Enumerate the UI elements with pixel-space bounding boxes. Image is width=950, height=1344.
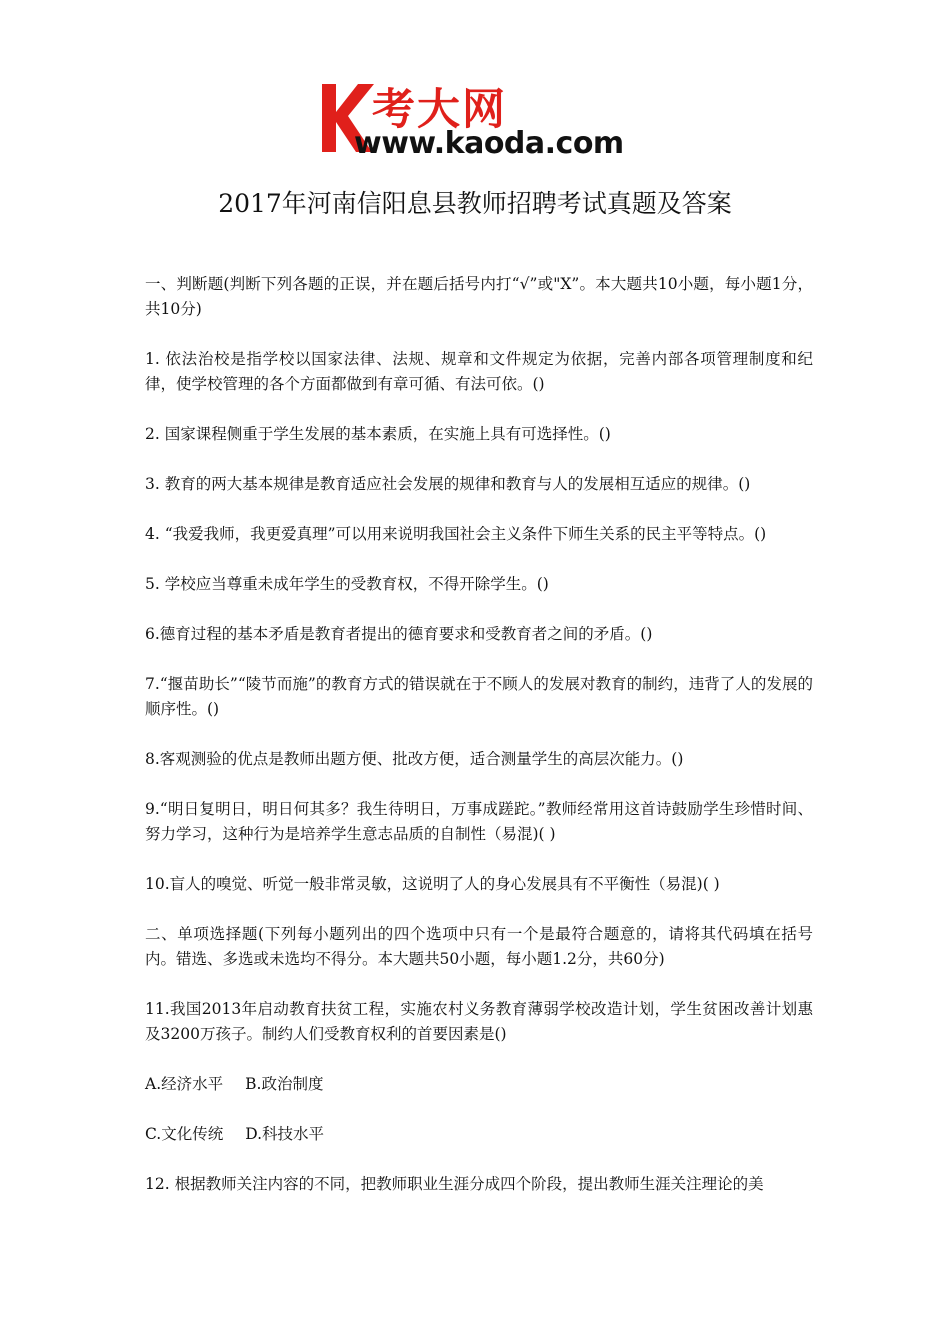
- option-c: C.文化传统: [145, 1125, 224, 1143]
- logo-url-text: www.kaoda.com: [354, 126, 624, 161]
- kaoda-logo: [318, 82, 638, 160]
- section-heading-true-false: 一、判断题(判断下列各题的正误，并在题后括号内打“√”或"X”。本大题共10小题，每小题1分，共10分): [145, 275, 813, 318]
- question-4: 4. “我爱我师，我更爱真理”可以用来说明我国社会主义条件下师生关系的民主平等特点。(): [145, 525, 767, 543]
- logo-brand-text: 考大网: [372, 85, 507, 135]
- document-title: 2017年河南信阳息县教师招聘考试真题及答案: [218, 189, 732, 218]
- question-5: 5. 学校应当尊重未成年学生的受教育权，不得开除学生。(): [145, 575, 549, 593]
- question-2: 2. 国家课程侧重于学生发展的基本素质，在实施上具有可选择性。(): [145, 425, 611, 443]
- question-12: 12. 根据教师关注内容的不同，把教师职业生涯分成四个阶段，提出教师生涯关注理论的美: [145, 1175, 764, 1193]
- question-10: 10.盲人的嗅觉、听觉一般非常灵敏，这说明了人的身心发展具有不平衡性（易混)( ): [145, 875, 720, 893]
- document-body: [145, 272, 813, 1222]
- question-7: 7.“揠苗助长”“陵节而施”的教育方式的错误就在于不顾人的发展对教育的制约，违背了人的发展的顺序性。(): [145, 675, 813, 718]
- section-heading-single-choice: 二、单项选择题(下列每小题列出的四个选项中只有一个是最符合题意的，请将其代码填在括号内。错选、多选或未选均不得分。本大题共50小题，每小题1.2分，共60分): [145, 925, 813, 968]
- question-8: 8.客观测验的优点是教师出题方便、批改方便，适合测量学生的高层次能力。(): [145, 750, 684, 768]
- question-11-options-row-2: [145, 1122, 813, 1147]
- question-3: 3. 教育的两大基本规律是教育适应社会发展的规律和教育与人的发展相互适应的规律。(): [145, 475, 751, 493]
- question-11-options-row-1: [145, 1072, 813, 1097]
- question-9: 9.“明日复明日，明日何其多？我生待明日，万事成蹉跎。”教师经常用这首诗鼓励学生珍惜时间、努力学习，这种行为是培养学生意志品质的自制性（易混)( ): [145, 800, 813, 843]
- option-a: A.经济水平: [145, 1075, 224, 1093]
- option-b: B.政治制度: [245, 1075, 324, 1093]
- question-1: 1. 依法治校是指学校以国家法律、法规、规章和文件规定为依据，完善内部各项管理制度和纪律，使学校管理的各个方面都做到有章可循、有法可依。(): [145, 350, 813, 393]
- question-11: 11.我国2013年启动教育扶贫工程，实施农村义务教育薄弱学校改造计划，学生贫困改善计划惠及3200万孩子。制约人们受教育权利的首要因素是(): [145, 1000, 813, 1043]
- option-d: D.科技水平: [245, 1125, 325, 1143]
- question-6: 6.德育过程的基本矛盾是教育者提出的德育要求和受教育者之间的矛盾。(): [145, 625, 653, 643]
